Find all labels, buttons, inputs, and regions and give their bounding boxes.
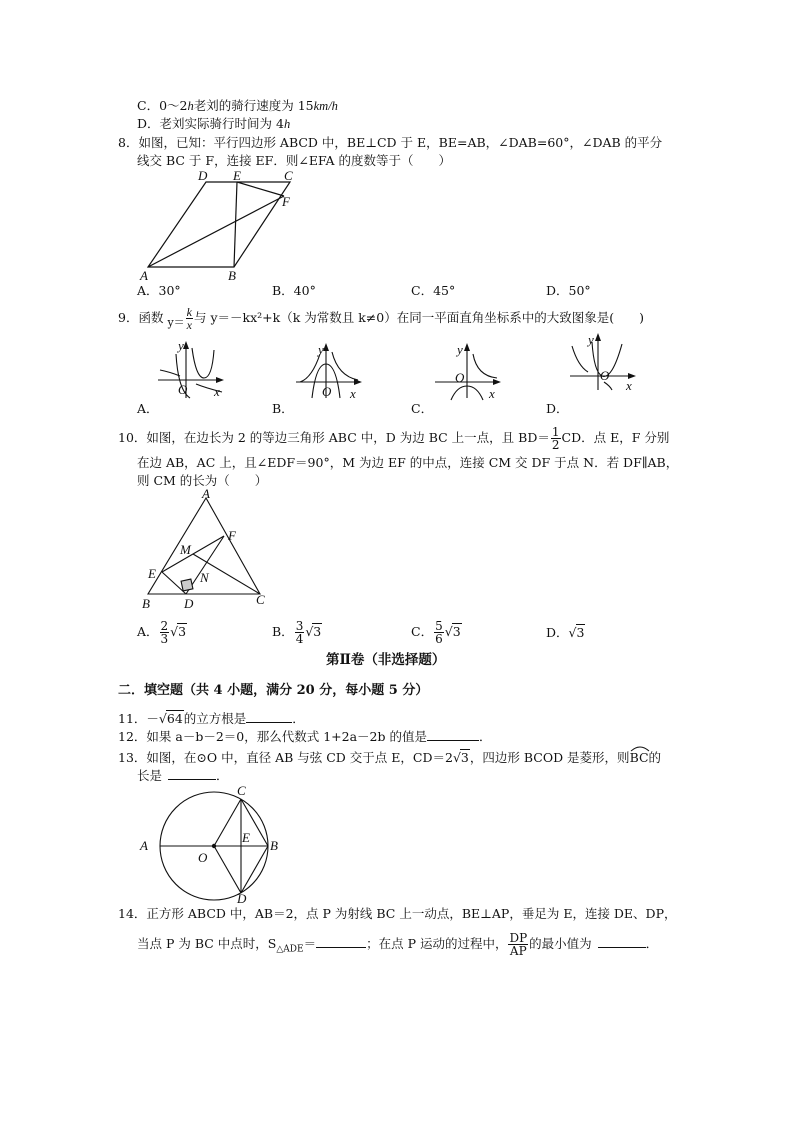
q8-option-b: B．40°	[272, 283, 316, 298]
q10-stem-line1: 10．如图，在边长为 2 的等边三角形 ABC 中，D 为边 BC 上一点，且 BD＝ $\frac{1}{2}$ CD．点 E，F 分别	[118, 425, 670, 452]
q9-graph-c	[433, 342, 503, 400]
q12: 12．如果 a－b－2＝0，那么代数式 1+2a－2b 的值是 ．	[118, 729, 492, 744]
svg-text:x: x	[214, 384, 220, 399]
q10-option-b: B． $\frac{3}{4}$ √3	[272, 619, 322, 646]
svg-text:O: O	[178, 382, 188, 397]
q13-stem-line2: 长是 ．	[137, 768, 229, 783]
q8-option-a: A．30°	[137, 283, 181, 298]
segment-ef	[237, 182, 284, 196]
segment-od	[214, 846, 241, 893]
q10-option-c: C． $\frac{5}{6}$ √3	[411, 619, 461, 646]
q9-graph-b	[294, 342, 364, 400]
svg-text:x: x	[350, 386, 356, 401]
q13-stem-line1: 13．如图，在⊙O 中，直径 AB 与弦 CD 交于点 E，CD＝2√3，四边形 BCOD 是菱形，则 BC的	[118, 749, 661, 766]
q8-stem-line1: 8．如图，已知：平行四边形 ABCD 中，BE⊥CD 于 E，BE=AB，∠DAB=60°，∠DAB 的平分	[118, 135, 663, 150]
q9-option-d: D．	[546, 401, 569, 416]
q14-stem-line1: 14．正方形 ABCD 中，AB＝2，点 P 为射线 BC 上一动点，BE⊥AP，垂足为 E，连接 DE、DP，	[118, 906, 677, 921]
q10-stem-line2: 在边 AB，AC 上，且∠EDF＝90°，M 为边 EF 的中点，连接 CM 交 DF 于点 N．若 DF∥AB，	[137, 455, 679, 470]
q8-option-c: C．45°	[411, 283, 456, 298]
svg-text:y: y	[318, 342, 324, 357]
part-2-heading: 二．填空题（共 4 小题，满分 20 分，每小题 5 分）	[118, 683, 429, 698]
svg-text:F: F	[228, 528, 236, 543]
svg-text:A: A	[140, 838, 148, 853]
q14-stem-line2: 当点 P 为 BC 中点时，$S_{\triangle ADE}=$ ；在点 P 运动的过程中， $\frac{DP}{AP}$ 的最小值为 ．	[137, 931, 659, 958]
q11: 11．－√64的立方根是 ．	[118, 711, 305, 726]
q7-option-c: C．0～2h老刘的骑行速度为 15km/h	[137, 98, 338, 113]
svg-text:O: O	[198, 850, 208, 865]
svg-text:C: C	[237, 783, 246, 798]
q8-parallelogram-figure	[138, 168, 298, 283]
svg-text:E: E	[148, 566, 156, 581]
svg-text:x: x	[489, 386, 495, 401]
svg-text:M: M	[180, 542, 191, 557]
section-2-title: 第Ⅱ卷（非选择题）	[326, 652, 446, 668]
svg-text:B: B	[142, 596, 150, 611]
label-a: A	[140, 268, 148, 283]
label-c: C	[284, 168, 293, 183]
svg-text:D: D	[237, 891, 247, 906]
q7-option-d: D．老刘实际骑行时间为 4h	[137, 116, 291, 131]
svg-text:x: x	[626, 378, 632, 393]
svg-text:O: O	[600, 368, 610, 383]
label-e: E	[233, 168, 241, 183]
q9-stem: 9．函数 y＝ $\frac{k}{x}$ 与 y＝－kx²+k（k 为常数且 k≠0）在同一平面直角坐标系中的大致图象是( )	[118, 305, 644, 332]
svg-text:E: E	[242, 830, 250, 845]
q8-stem-line2: 线交 BC 于 F，连接 EF．则∠EFA 的度数等于（ ）	[137, 153, 452, 168]
svg-text:A: A	[202, 486, 210, 501]
label-f: F	[282, 194, 290, 209]
svg-text:O: O	[455, 370, 465, 385]
q9-option-a: A．	[137, 401, 159, 416]
svg-text:D: D	[184, 596, 194, 611]
q13-circle-figure	[136, 784, 286, 904]
parallelogram-abcd	[148, 182, 290, 267]
right-angle-mark	[181, 579, 193, 591]
svg-text:N: N	[200, 570, 209, 585]
segment-af	[148, 196, 284, 267]
q10-triangle-figure	[138, 488, 278, 610]
q9-graph-d	[568, 332, 638, 392]
svg-text:y: y	[178, 338, 184, 353]
svg-text:O: O	[322, 384, 332, 399]
q10-stem-line3: 则 CM 的长为（ ）	[137, 473, 268, 488]
segment-be	[234, 182, 237, 267]
label-d: D	[198, 168, 208, 183]
segment-bd	[241, 846, 268, 893]
arc-bc: BC	[630, 750, 649, 766]
q9-option-c: C．	[411, 401, 434, 416]
q9-option-b: B．	[272, 401, 294, 416]
segment-oc	[214, 799, 241, 846]
q10-option-d: D．√3	[546, 625, 585, 640]
q9-graph-a	[156, 340, 226, 400]
q10-option-a: A． $\frac{2}{3}$ √3	[137, 619, 187, 646]
svg-text:y: y	[457, 342, 463, 357]
label-b: B	[228, 268, 236, 283]
svg-text:B: B	[270, 838, 278, 853]
svg-text:y: y	[588, 332, 594, 347]
q8-option-d: D．50°	[546, 283, 591, 298]
svg-text:C: C	[256, 592, 265, 607]
